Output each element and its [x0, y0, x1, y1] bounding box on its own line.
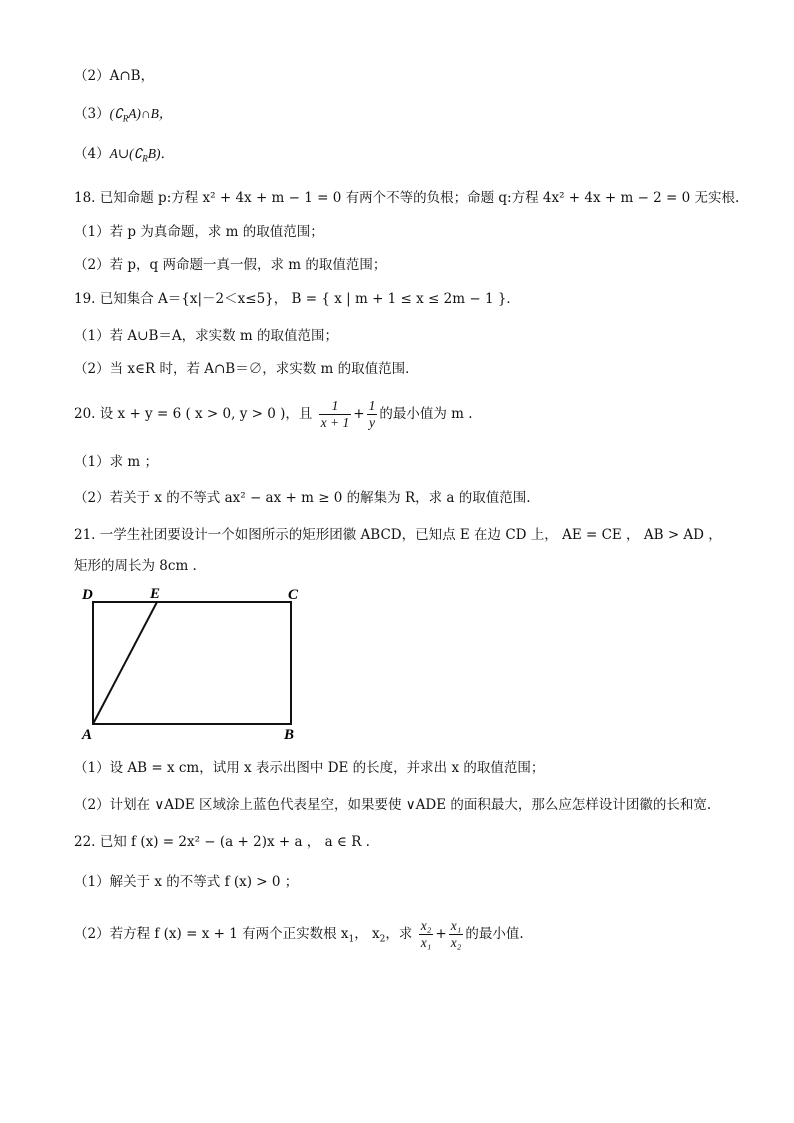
question-20-part-1: （1）求 m ；	[74, 454, 158, 470]
question-21-continued: 矩形的周长为 8cm .	[74, 558, 197, 574]
fraction-numerator: 1	[368, 398, 376, 413]
question-20	[74, 396, 473, 432]
question-21: 21. 一学生社团要设计一个如图所示的矩形团徽 ABCD，已知点 E 在边 CD 上， AE = CE ， AB > AD ，	[74, 527, 722, 543]
rectangle-abcd	[93, 602, 291, 724]
fraction-x1-over-x2	[449, 918, 464, 951]
question-19-part-2: （2）当 x∈R 时，若 A∩B＝∅，求实数 m 的取值范围．	[74, 361, 419, 377]
item-3-sub: R	[122, 113, 129, 124]
fraction-numerator: 1	[319, 398, 352, 415]
question-21-part-1: （1）设 AB = x cm，试用 x 表示出图中 DE 的长度，并求出 x 的取值范围；	[74, 760, 545, 776]
item-2-line: （2）A∩B，	[74, 68, 155, 84]
fraction-denominator: x₁	[420, 935, 432, 950]
item-3-line	[74, 104, 172, 129]
question-18: 18. 已知命题 p:方程 x² + 4x + m − 1 = 0 有两个不等的负根；命题 q:方程 4x² + 4x + m − 2 = 0 无实根.	[74, 190, 740, 206]
label-b: B	[284, 727, 295, 743]
question-22-part-2-ask: ，求	[385, 926, 413, 942]
fraction-denominator: x + 1	[320, 415, 350, 430]
question-19: 19. 已知集合 A＝{x|－2＜x≤5}， B = { x | m + 1 ≤ x ≤ 2m − 1 }．	[74, 291, 520, 307]
question-20-tail: 的最小值为 m .	[379, 406, 473, 422]
item-3-expr-end: A)∩B，	[128, 106, 173, 121]
question-22-part-2-tail: 的最小值.	[465, 926, 524, 942]
question-18-part-2: （2）若 p，q 两命题一真一假，求 m 的取值范围；	[74, 257, 387, 273]
question-19-part-1: （1）若 A∪B＝A，求实数 m 的取值范围；	[74, 328, 338, 344]
question-21-part-2: （2）计划在 ∨ADE 区域涂上蓝色代表星空，如果要使 ∨ADE 的面积最大，那么应怎样设计团徽的长和宽.	[74, 797, 712, 813]
item-4-sub: R	[142, 153, 148, 164]
item-4-expr: A∪(∁	[109, 146, 143, 161]
question-22-part-1: （1）解关于 x 的不等式 f (x) > 0 ；	[74, 874, 299, 890]
label-a: A	[82, 727, 93, 743]
label-d: D	[82, 587, 93, 603]
item-3-number: （3）	[74, 106, 110, 122]
fraction-numerator: x₂	[420, 918, 432, 933]
item-4-number: （4）	[74, 146, 110, 162]
fraction-numerator: x₁	[450, 918, 462, 933]
plus-sign: +	[353, 406, 365, 422]
fraction-1-over-x-plus-1	[319, 398, 352, 431]
question-22-part-2-comma: ， x	[354, 926, 380, 942]
item-3-expr: (∁	[109, 106, 123, 121]
question-20-part-2: （2）若关于 x 的不等式 ax² − ax + m ≥ 0 的解集为 R，求 a 的取值范围.	[74, 490, 531, 506]
fraction-denominator: y	[368, 415, 375, 430]
label-e: E	[150, 586, 161, 602]
subscript-1: 1	[348, 934, 355, 945]
question-22: 22. 已知 f (x) = 2x² − (a + 2)x + a ， a ∈ R .	[74, 834, 370, 850]
question-22-part-2-lead: （2）若方程 f (x) = x + 1 有两个正实数根 x	[74, 926, 349, 942]
item-4-line	[74, 144, 174, 169]
plus-sign: +	[435, 926, 447, 942]
question-18-part-1: （1）若 p 为真命题，求 m 的取值范围；	[74, 224, 324, 240]
segment-ae	[93, 602, 157, 724]
rectangle-badge-figure	[78, 584, 308, 744]
label-c: C	[288, 587, 299, 603]
question-22-part-2	[74, 914, 524, 960]
question-20-lead: 20. 设 x + y = 6 ( x > 0, y > 0 )，且	[74, 406, 313, 422]
fraction-1-over-y	[367, 398, 378, 431]
fraction-x2-over-x1	[419, 918, 434, 951]
item-4-expr-end: B)．	[147, 146, 174, 161]
subscript-2: 2	[379, 934, 386, 945]
fraction-denominator: x₂	[450, 935, 462, 950]
